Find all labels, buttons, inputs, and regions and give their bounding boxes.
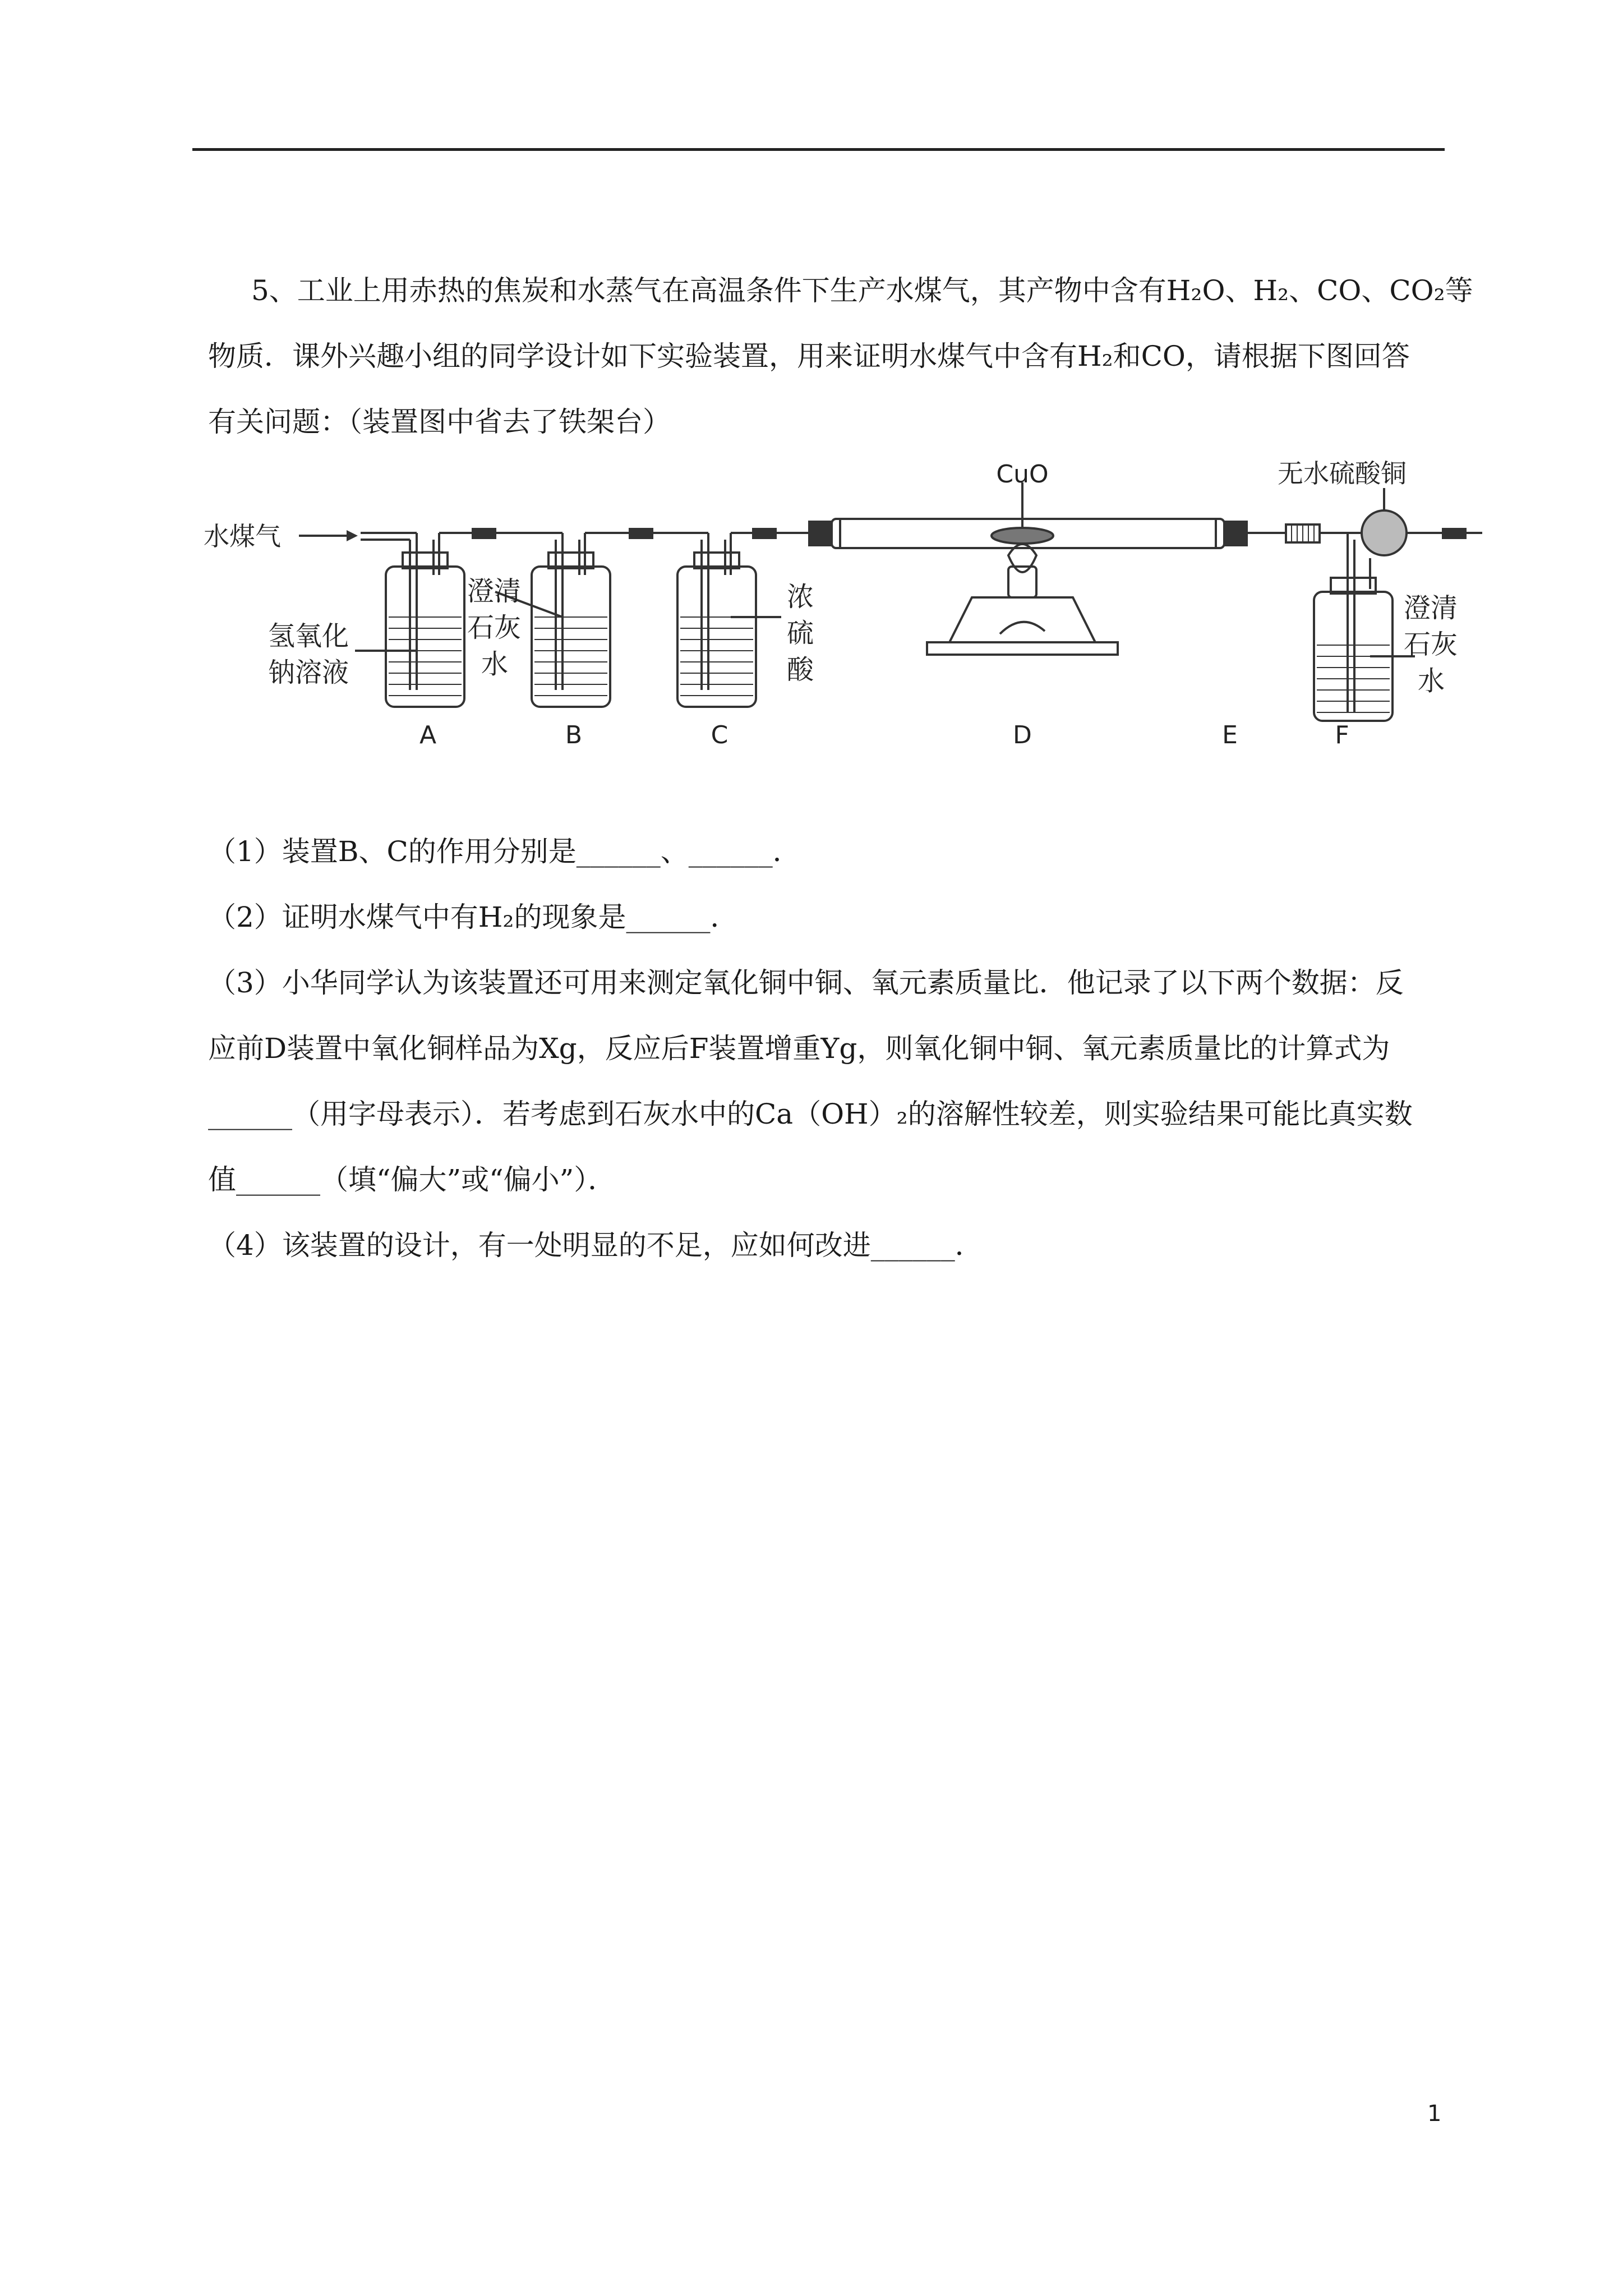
letter-d: D bbox=[1013, 721, 1032, 749]
question-2 bbox=[208, 885, 1453, 950]
question-4-text: （4）该装置的设计，有一处明显的不足，应如何改进______． bbox=[208, 1229, 983, 1262]
question-3-line-4: 值______（填“偏大”或“偏小”）． bbox=[208, 1163, 616, 1196]
cuo-label: CuO bbox=[996, 460, 1049, 489]
bottle-b-reagent-3: 水 bbox=[481, 648, 509, 680]
intro-line-2: 物质．课外兴趣小组的同学设计如下实验装置，用来证明水煤气中含有H₂和CO，请根据下图回答 bbox=[208, 340, 1410, 372]
apparatus-diagram bbox=[192, 449, 1482, 763]
bottle-c-icon bbox=[677, 533, 756, 707]
page-number: 1 bbox=[1427, 2101, 1442, 2127]
question-intro bbox=[208, 258, 1473, 455]
bottle-c-reagent-3: 酸 bbox=[787, 654, 814, 685]
question-3-line-2: 应前D装置中氧化铜样品为Xg，反应后F装置增重Yg，则氧化铜中铜、氧元素质量比的计算式为 bbox=[208, 1032, 1390, 1065]
cuso4-label: 无水硫酸铜 bbox=[1278, 458, 1407, 489]
question-3-line-3: ______（用字母表示）．若考虑到石灰水中的Ca（OH）₂的溶解性较差，则实验结果可能比真实数 bbox=[208, 1098, 1413, 1130]
drying-tube-icon bbox=[1286, 488, 1482, 555]
header-rule bbox=[192, 148, 1445, 151]
question-3 bbox=[208, 950, 1453, 1213]
letter-e: E bbox=[1222, 721, 1238, 749]
letter-f: F bbox=[1335, 721, 1349, 749]
question-1-text: （1）装置B、C的作用分别是______、______． bbox=[208, 835, 801, 868]
bottle-a-icon bbox=[361, 533, 473, 707]
question-3-line-1: （3）小华同学认为该装置还可用来测定氧化铜中铜、氧元素质量比．他记录了以下两个数据：反 bbox=[208, 967, 1404, 999]
bottle-f-reagent-1: 澄清 bbox=[1404, 592, 1458, 624]
bottle-a-reagent-2: 钠溶液 bbox=[268, 657, 349, 688]
question-2-text: （2）证明水煤气中有H₂的现象是______． bbox=[208, 901, 739, 933]
inlet-label: 水煤气 bbox=[204, 521, 281, 551]
combustion-tube-icon bbox=[809, 482, 1247, 548]
bottle-c-reagent-2: 硫 bbox=[787, 618, 814, 649]
letter-b: B bbox=[565, 721, 583, 749]
bottle-f-reagent-2: 石灰 bbox=[1404, 629, 1458, 660]
letter-a: A bbox=[419, 721, 437, 749]
intro-line-3: 有关问题：（装置图中省去了铁架台） bbox=[208, 406, 671, 438]
question-4 bbox=[208, 1213, 1453, 1278]
bottle-f-reagent-3: 水 bbox=[1418, 665, 1445, 697]
bottle-b-icon bbox=[532, 533, 630, 707]
intro-line-1: 5、工业上用赤热的焦炭和水蒸气在高温条件下生产水煤气，其产物中含有H₂O、H₂、CO、CO₂等 bbox=[251, 274, 1473, 307]
bottle-f-icon bbox=[1314, 533, 1393, 721]
bottle-a-reagent-1: 氢氧化 bbox=[268, 620, 349, 652]
bottle-b-reagent-2: 石灰 bbox=[467, 612, 522, 643]
alcohol-lamp-icon bbox=[927, 544, 1118, 655]
question-1 bbox=[208, 819, 1453, 885]
bottle-b-reagent-1: 澄清 bbox=[467, 576, 522, 607]
letter-c: C bbox=[711, 721, 728, 749]
bottle-c-reagent-1: 浓 bbox=[787, 581, 814, 613]
